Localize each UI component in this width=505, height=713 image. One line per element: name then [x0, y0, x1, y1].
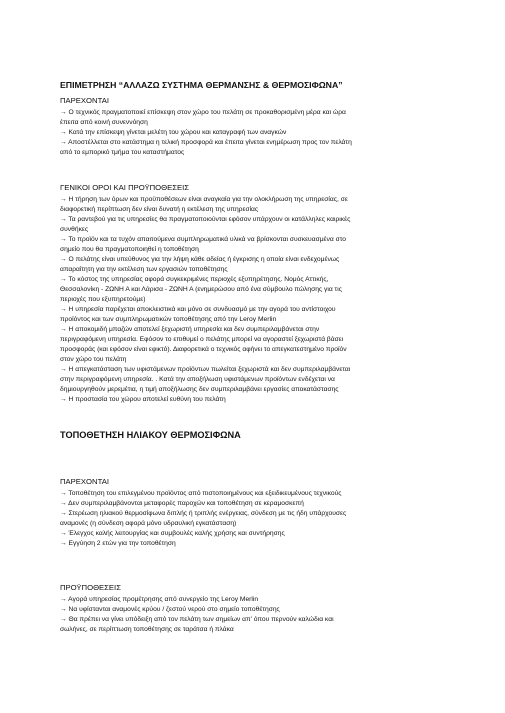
text-line: στον χώρο του πελάτη [60, 356, 127, 363]
text-line: → Η απεγκατάσταση των υφιστάμενων προϊόντων πωλείται ξεχωριστά και δεν συμπεριλαμβάνεται [60, 366, 351, 373]
section-title-solar-heater: ΤΟΠΟΘΕΤΗΣΗ ΗΛΙΑΚΟΥ ΘΕΡΜΟΣΙΦΩΝΑ [60, 430, 241, 440]
text-line: προσφοράς (και εφόσον είναι εφικτό). Διαφορετικά ο τεχνικός αφήνει το απεγκατεστημένο προϊόν [60, 346, 347, 353]
text-line: → Ο τεχνικός πραγματοποιεί επίσκεψη στον χώρο του πελάτη σε προκαθορισμένη μέρα και ώρα [60, 109, 346, 116]
text-line: περιγραφόμενη υπηρεσία. Εφόσον το επιθυμεί ο πελάτης μπορεί να αγοραστεί ξεχωριστά βάσει [60, 336, 344, 343]
prerequisites-block [60, 583, 460, 635]
text-line: από το εμπορικό τμήμα του καταστήματος [60, 149, 185, 156]
text-line: στην περιγραφόμενη υπηρεσία. . Κατά την αποξήλωση υφιστάμενων προϊόντων ενδέχεται να [60, 376, 335, 383]
text-line: → Κατά την επίσκεψη γίνεται μελέτη του χώρου και καταγραφή των αναγκών [60, 129, 287, 136]
text-line: → Εγγύηση 2 ετών για την τοποθέτηση [60, 540, 176, 547]
solar-provided-block [60, 477, 460, 549]
text-line: σημείο που θα πραγματοποιηθεί η τοποθέτηση [60, 246, 199, 253]
text-line: → Η τήρηση των όρων και προϋποθέσεων είναι αναγκαία για την ολοκλήρωση της υπηρεσίας, σε [60, 196, 348, 203]
text-line: → Αποστέλλεται στο κατάστημα η τελική προσφορά και έπειτα γίνεται ενημέρωση προς τον πελάτη [60, 139, 352, 146]
measurement-provided-heading: ΠΑΡΕΧΟΝΤΑΙ [60, 96, 109, 105]
prerequisites-heading: ΠΡΟΫΠΟΘΕΣΕΙΣ [60, 583, 121, 592]
section-title-measurement: ΕΠΙΜΕΤΡΗΣΗ “ΑΛΛΑΖΩ ΣΥΣΤΗΜΑ ΘΕΡΜΑΝΣΗΣ & ΘΕΡΜΟΣΙΦΩΝΑ” [60, 80, 343, 90]
text-line: → Θα πρέπει να γίνει υπόδειξη από τον πελάτη των σημείων απ’ όπου περνούν καλώδια και [60, 616, 334, 623]
text-line: → Η αποκομιδή μπαζών αποτελεί ξεχωριστή υπηρεσία και δεν συμπεριλαμβάνεται στην [60, 326, 320, 333]
text-line: → Το προϊόν και τα τυχόν απαιτούμενα συμπληρωματικά υλικά να βρίσκονται συσκευασμένα στο [60, 236, 346, 243]
text-line: αναμονές (η σύνδεση αφορά μόνο υδραυλική εγκατάσταση) [60, 520, 237, 527]
text-line: → Ο πελάτης είναι υπεύθυνος για την λήψη κάθε αδείας ή έγκρισης η οποία είναι ενδεχομένως [60, 256, 340, 263]
text-line: → Στερέωση ηλιακού θερμοσίφωνα διπλής ή τριπλής ενέργειας, σύνδεση με τις ήδη υπάρχουσες [60, 510, 347, 517]
text-line: → Τα ραντεβού για τις υπηρεσίες θα πραγματοποιούνται εφόσον υπάρχουν οι κατάλληλες καιρικές [60, 216, 351, 223]
text-line: → Τοποθέτηση του επιλεγμένου προϊόντος από πιστοποιημένους και εξειδικευμένους τεχνικούς [60, 490, 342, 497]
text-line: προϊόντος και των συμπληρωματικών τοποθέτησης από την Leroy Merlin [60, 316, 277, 323]
text-line: σωλήνες, σε περίπτωση τοποθέτησης σε ταράτσα ή πλάκα [60, 626, 234, 633]
text-line: συνθήκες [60, 226, 89, 233]
measurement-provided-block [60, 96, 460, 158]
text-line: δημιουργηθούν μερεμέτια, η τιμή αποξήλωσης δεν συμπεριλαμβάνει εργασίες αποκατάστασης [60, 386, 339, 393]
text-line: → Δεν συμπεριλαμβάνονται μεταφορές παροχών και τοποθέτηση σε κεραμοσκεπή [60, 500, 304, 507]
text-line: → Το κόστος της υπηρεσίας αφορά συγκεκριμένες περιοχές εξυπηρέτησης. Νομός Αττικής, [60, 276, 329, 283]
general-terms-heading: ΓΕΝΙΚΟΙ ΟΡΟΙ ΚΑΙ ΠΡΟΫΠΟΘΕΣΕΙΣ [60, 183, 190, 192]
text-line: → Να υφίστανται αναμονές κρύου / ζεστού νερού στο σημείο τοποθέτησης [60, 606, 280, 613]
text-line: διαφορετική περίπτωση δεν είναι δυνατή η εκτέλεση της υπηρεσίας [60, 206, 259, 213]
text-line: απαραίτητη για την εκτέλεση των εργασιών τοποθέτησης [60, 266, 228, 273]
text-line: περιοχές που εξυπηρετούμε) [60, 296, 146, 303]
text-line: έπειτα από κοινή συνεννόηση [60, 119, 148, 126]
text-line: → Η υπηρεσία παρέχεται αποκλειστικά και μόνο σε συνδυασμό με την αγορά του αντίστοιχου [60, 306, 336, 313]
general-terms-block [60, 183, 460, 405]
text-line: → Έλεγχος καλής λειτουργίας και συμβουλές καλής χρήσης και συντήρησης [60, 530, 285, 537]
solar-provided-heading: ΠΑΡΕΧΟΝΤΑΙ [60, 477, 109, 486]
text-line: → Αγορά υπηρεσίας προμέτρησης από συνεργείο της Leroy Merlin [60, 596, 259, 603]
text-line: Θεσσαλονίκη - ΖΩΝΗ Α και Λάρισα - ΖΩΝΗ Α (ενημερώσου από ένα σύμβουλο πώλησης για τις [60, 286, 342, 293]
text-line: → Η προστασία του χώρου αποτελεί ευθύνη του πελάτη [60, 396, 226, 403]
